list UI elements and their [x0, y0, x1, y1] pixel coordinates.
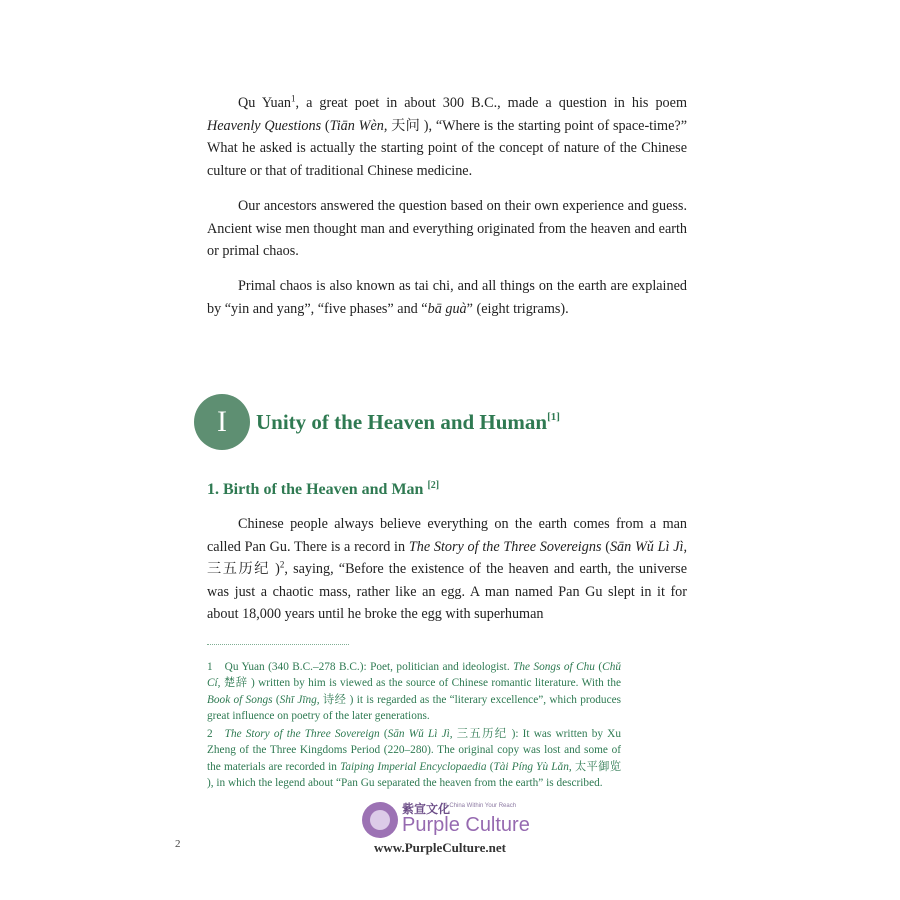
text-run: Primal chaos is also known as tai chi, and all things on the earth are explained by “yin and yang”, “five phases” and “: [207, 278, 687, 317]
chapter-title-text: Unity of the Heaven and Human: [256, 409, 548, 434]
footnote-ref-1: 1: [291, 93, 296, 104]
paragraph-ancestors: Our ancestors answered the question based on their own experience and guess. Ancient wise men thought man and everything originated from the heaven and earth or primal chaos.: [207, 198, 687, 260]
text-run: (: [601, 538, 610, 555]
book-title-pinyin: Sān Wǔ Lì Jì,: [387, 728, 453, 740]
text-run: (: [272, 693, 280, 706]
page-number: 2: [175, 838, 181, 850]
poem-title-pinyin: Tiān Wèn,: [329, 117, 388, 134]
chapter-note-ref: [1]: [547, 410, 560, 423]
text-run: 太平御览 ), in which the legend about “Pan Gu separated the heaven from the earth” is described.: [207, 760, 622, 789]
text-run: , saying, “Before the existence of the heaven and earth, the universe was just a chaotic mass, rather like an egg. A man named Pan Gu slept in it for about 18,000 years until he broke the egg with superhuman: [207, 561, 687, 623]
text-run: 天问 ), “Where is the starting point of space-time?” What he asked is actually the starting point of the concept of nature of the Chinese culture or that of traditional Chinese medicine.: [207, 117, 687, 179]
text-run: ” (eight trigrams).: [466, 300, 569, 317]
watermark-brand: Purple Culture: [402, 814, 530, 836]
book-title: Book of Songs: [207, 693, 273, 706]
watermark-chinese-name: 紫宣文化: [402, 802, 451, 816]
text-run: 诗经 ) it is regarded as the “literary excellence”, which produces great influence on poetry of the later generations.: [207, 693, 621, 722]
chapter-heading: [194, 393, 560, 451]
footnote-2: [207, 726, 621, 791]
watermark-tagline: A China Within Your Reach: [444, 803, 517, 809]
logo-swirl-icon: [370, 810, 390, 830]
book-title-pinyin: Tài Píng Yù Lǎn,: [493, 760, 572, 773]
footnote-number: 2: [207, 728, 213, 740]
term-ba-gua: bā guà: [427, 300, 467, 317]
book-title-pinyin: Chǔ Cí,: [207, 661, 621, 690]
text-run: (: [379, 728, 388, 740]
chapter-title: [256, 410, 560, 435]
text-run: , a great poet in about 300 B.C., made a question in his poem: [295, 95, 687, 111]
text-run: (: [321, 117, 330, 134]
footnote-ref-2: 2: [279, 559, 285, 570]
text-run: (: [486, 760, 494, 773]
book-title-pinyin: Shī Jīng,: [279, 693, 320, 706]
footnote-number: 1: [207, 661, 213, 673]
text-run: 三五历纪 ): [207, 561, 280, 578]
section-title-text: 1. Birth of the Heaven and Man: [207, 481, 428, 498]
section-heading: [207, 480, 439, 499]
book-title-pinyin: Sān Wǔ Lì Jì,: [609, 538, 687, 555]
chapter-numeral: I: [217, 405, 227, 438]
book-title: The Story of the Three Sovereign: [224, 728, 380, 740]
poem-title: Heavenly Questions: [207, 117, 322, 134]
paragraph-primal-chaos: [207, 275, 687, 320]
footnote-divider: [207, 644, 349, 645]
watermark-url: www.PurpleCulture.net: [374, 840, 506, 855]
paragraph-qu-yuan: [207, 92, 687, 182]
chapter-number-badge: [194, 394, 250, 450]
text-run: Chinese people always believe everything on the earth comes from a man called Pan Gu. There is a record in: [207, 516, 687, 555]
book-title: The Songs of Chu: [513, 661, 595, 673]
purple-culture-logo-icon: [362, 802, 398, 838]
book-title: Taiping Imperial Encyclopaedia: [340, 760, 487, 773]
text-run: (: [594, 661, 603, 673]
footnote-1: [207, 659, 621, 724]
book-title: The Story of the Three Sovereigns: [408, 538, 602, 555]
text-run: Qu Yuan: [238, 95, 291, 111]
paragraph-pan-gu: [207, 513, 687, 626]
text-run: 三五历纪 ): It was written by Xu Zheng of the Three Kingdoms Period (220–280). The original copy was lost and some of the materials are recorded in: [207, 728, 621, 773]
section-note-ref: [2]: [427, 480, 440, 491]
text-run: Qu Yuan (340 B.C.–278 B.C.): Poet, politician and ideologist.: [224, 661, 514, 673]
watermark: [362, 798, 562, 858]
text-run: 楚辞 ) written by him is viewed as the source of Chinese romantic literature. With the: [220, 677, 621, 690]
